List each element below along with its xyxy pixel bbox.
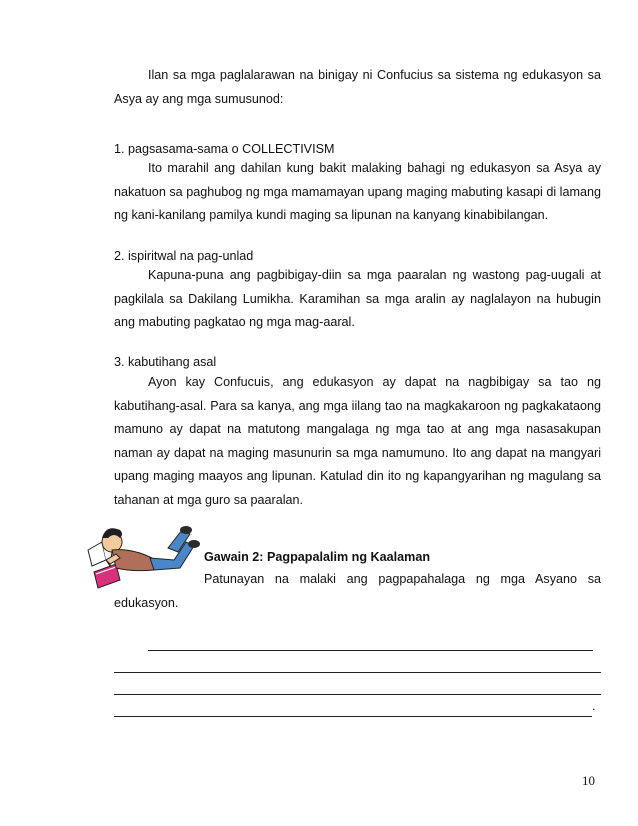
section-2-body: Kapuna-puna ang pagbibigay-diin sa mga paaralan ng wastong pag-uugali at pagkilala sa Dakilang Lumikha. Karamihan sa mga aralin ay naglalayon na hubugin ang mabuting pagkatao ng mga mag-aaral. (114, 268, 601, 329)
section-1-heading: 1. pagsasama-sama o COLLECTIVISM (114, 142, 335, 156)
intro-paragraph: Ilan sa mga paglalarawan na binigay ni Confucius sa sistema ng edukasyon sa Asya ay ang mga sumusunod: (114, 68, 601, 106)
section-3-heading: 3. kabutihang asal (114, 355, 217, 369)
activity-prompt: Patunayan na malaki ang pagpapahalaga ng mga Asyano sa edukasyon. (114, 572, 601, 610)
section-2-heading: 2. ispiritwal na pag-unlad (114, 249, 254, 263)
answer-line[interactable] (148, 650, 593, 651)
answer-end-period: . (592, 699, 596, 713)
answer-line[interactable] (114, 716, 592, 717)
answer-line[interactable] (114, 694, 601, 695)
page-number: 10 (582, 773, 595, 788)
activity-title: Gawain 2: Pagpapalalim ng Kaalaman (204, 550, 431, 564)
section-3-body: Ayon kay Confucuis, ang edukasyon ay dapat na nagbibigay sa tao ng kabutihang-asal. Para sa kanya, ang mga iilang tao na magkakaroon ng pagkakataong mamuno ay dapat na matutong mangalaga ng mga tao at ang mga nasasakupan naman ay dapat na maging masunurin sa mga namumuno. Ito ang dapat na mangyari upang maging maayos ang lipunan. Katulad din ito ng kapangyarihan ng magulang sa tahanan at mga guro sa paaralan. (114, 375, 601, 507)
section-1-body: Ito marahil ang dahilan kung bakit malaking bahagi ng edukasyon sa Asya ay nakatuon sa paghubog ng mga mamamayan upang maging mabuting kasapi di lamang ng kani-kanilang pamilya kundi maging sa lipunan na kanyang kinabibilangan. (114, 161, 601, 222)
answer-line[interactable] (114, 672, 601, 673)
